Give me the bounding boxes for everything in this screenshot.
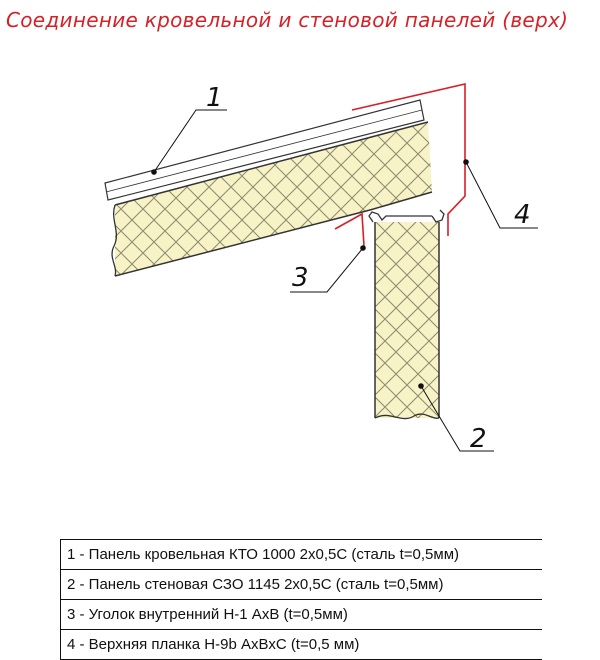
wall-panel-lock-right bbox=[432, 210, 444, 222]
legend-row bbox=[61, 570, 543, 600]
legend-item-3: 3 - Уголок внутренний Н-1 АхВ (t=0,5мм) bbox=[61, 600, 543, 630]
callout-4-label: 4 bbox=[514, 200, 531, 230]
callout-2-label: 2 bbox=[470, 424, 487, 454]
inner-corner-flashing bbox=[335, 214, 364, 246]
legend-table bbox=[60, 539, 542, 660]
legend-row bbox=[61, 600, 543, 630]
callout-3-dot bbox=[360, 245, 366, 251]
callout-1-label: 1 bbox=[206, 83, 223, 113]
callout-3-label: 3 bbox=[292, 263, 309, 293]
wall-panel-insulation bbox=[375, 222, 439, 418]
drawing-title: Соединение кровельной и стеновой панелей (верх) bbox=[6, 8, 569, 32]
callout-2-dot bbox=[418, 383, 424, 389]
legend-item-4: 4 - Верхняя планка Н-9b АхВхС (t=0,5 мм) bbox=[61, 630, 543, 660]
legend-item-1: 1 - Панель кровельная КТО 1000 2х0,5С (сталь t=0,5мм) bbox=[61, 540, 543, 570]
legend-item-2: 2 - Панель стеновая СЗО 1145 2х0,5С (сталь t=0,5мм) bbox=[61, 570, 543, 600]
callout-1-dot bbox=[151, 169, 157, 175]
wall-panel-lock-left bbox=[369, 212, 432, 222]
callout-4-dot bbox=[463, 159, 469, 165]
legend-row bbox=[61, 630, 543, 660]
legend-row bbox=[61, 540, 543, 570]
wall-panel bbox=[369, 210, 444, 419]
